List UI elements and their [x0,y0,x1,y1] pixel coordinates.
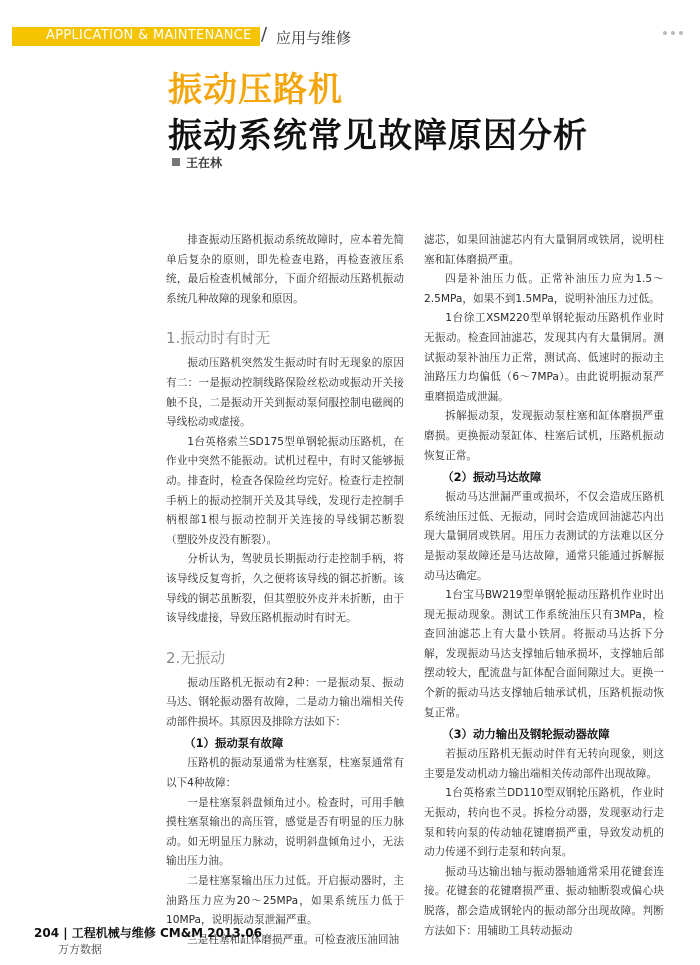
paragraph: 压路机的振动泵通常为柱塞泵，柱塞泵通常有以下4种故障： [166,757,404,790]
paragraph: 振动压路机突然发生振动时有时无现象的原因有二：一是振动控制线路保险丝松动或振动开关接触不良，二是振动开关到振动泵伺服控制电磁阀的导线松动或虚接。 [166,357,404,429]
paragraph: 振动压路机无振动有2种：一是振动泵、振动马达、钢轮振动器有故障，二是动力输出端相关传动部件损坏。其原因及排除方法如下： [166,676,404,728]
paragraph: 三是柱塞和缸体磨损严重。可检查液压油回油 [187,933,400,946]
paragraph: 振动马达输出轴与振动器轴通常采用花键套连接。花键套的花键磨损严重、振动轴断裂或偏心块脱落，都会造成钢轮内的振动部分出现故障。判断方法如下：用辅助工具转动振动 [424,865,664,937]
section-2-heading: 2.无振动 [166,648,226,667]
paragraph: 1台英格索兰DD110型双钢轮压路机，作业时无振动，转向也不灵。拆检分动器，发现驱动行走泵和转向泵的传动轴花键磨损严重，导致发动机的动力传递不到行走泵和转向泵。 [424,787,664,859]
paragraph: 1台英格索兰SD175型单钢轮振动压路机，在作业中突然不能振动。试机过程中，有时又能够振动。排查时，检查各保险丝均完好。检查行走控制手柄上的振动控制开关及其导线，发现行走控制手柄根部1根与振动控制开关连接的导线铜芯断裂（塑胶外皮没有断裂）。 [166,435,404,546]
paragraph: 二是柱塞泵输出压力过低。开启振动器时，主油路压力应为20～25MPa，如果系统压力低于10MPa，说明振动泵泄漏严重。 [166,875,404,927]
subsection-1-heading: （1）振动泵有故障 [184,736,284,751]
title-line-2: 振动系统常见故障原因分析 [168,116,588,156]
watermark: 万方数据 [58,943,102,956]
decorative-dots [659,20,683,39]
page-footer: 204 | 工程机械与维修 CM&M 2013.06 [34,926,262,940]
paragraph: 振动马达泄漏严重或损坏，不仅会造成压路机系统油压过低、无振动，同时会造成回油滤芯内出现大量铜屑或铁屑。用压力表测试的方法难以区分是振动泵故障还是马达故障，通常只能通过拆解振动马达确定。 [424,491,664,582]
paragraph-continued: 滤芯，如果回油滤芯内有大量铜屑或铁屑，说明柱塞和缸体磨损严重。 [424,234,664,266]
paragraph: 一是柱塞泵斜盘倾角过小。检查时，可用手触摸柱塞泵输出的高压管，感觉是否有明显的压力脉动。如无明显压力脉动，说明斜盘倾角过小，无法输出压力油。 [166,796,404,868]
paragraph: 若振动压路机无振动时伴有无转向现象，则这主要是发动机动力输出端相关传动部件出现故障。 [424,748,664,780]
subsection-2-heading: （2）振动马达故障 [442,470,542,485]
paragraph: 拆解振动泵，发现振动泵柱塞和缸体磨损严重磨损。更换振动泵缸体、柱塞后试机，压路机振动恢复正常。 [424,410,664,462]
author-name: 王在林 [186,156,223,170]
author-marker-icon [172,158,180,166]
right-column [424,231,664,941]
left-column [166,231,404,950]
intro-paragraph: 排查振动压路机振动系统故障时，应本着先简单后复杂的原则，即先检查电路，再检查液压系统，最后检查机械部分，下面介绍振动压路机振动系统几种故障的现象和原因。 [166,234,404,305]
section-divider: / [261,24,268,45]
paragraph: 1台徐工XSM220型单钢轮振动压路机作业时无振动。检查回油滤芯，发现其内有大量铜屑。测试振动泵补油压力正常，测试高、低速时的振动主油路压力均偏低（6～7MPa）。由此说明振动泵严重磨损造成泄漏。 [424,312,664,403]
paragraph: 四是补油压力低。正常补油压力应为1.5～2.5MPa，如果不到1.5MPa，说明补油压力过低。 [424,273,664,305]
title-line-1: 振动压路机 [168,70,343,110]
section-1-heading: 1.振动时有时无 [166,329,271,348]
section-label-cn: 应用与维修 [276,29,352,47]
paragraph: 1台宝马BW219型单钢轮振动压路机作业时出现无振动现象。测试工作系统油压只有3MPa，检查回油滤芯上有大量小铁屑。将振动马达拆下分解，发现振动马达支撑轴后轴承损坏，支撑轴后部摆动较大，配流盘与缸体配合面间隙过大。更换一个新的振动马达支撑轴后轴承试机，压路机振动恢复正常。 [424,589,664,719]
section-label-en: APPLICATION & MAINTENANCE [46,28,252,43]
subsection-3-heading: （3）动力输出及钢轮振动器故障 [442,727,610,742]
paragraph: 分析认为，驾驶员长期振动行走控制手柄，将该导线反复弯折，久之便将该导线的铜芯折断。该导线的铜芯虽断裂，但其塑胶外皮并未折断，由于该导线虚接，导致压路机振动时有时无。 [166,553,404,625]
